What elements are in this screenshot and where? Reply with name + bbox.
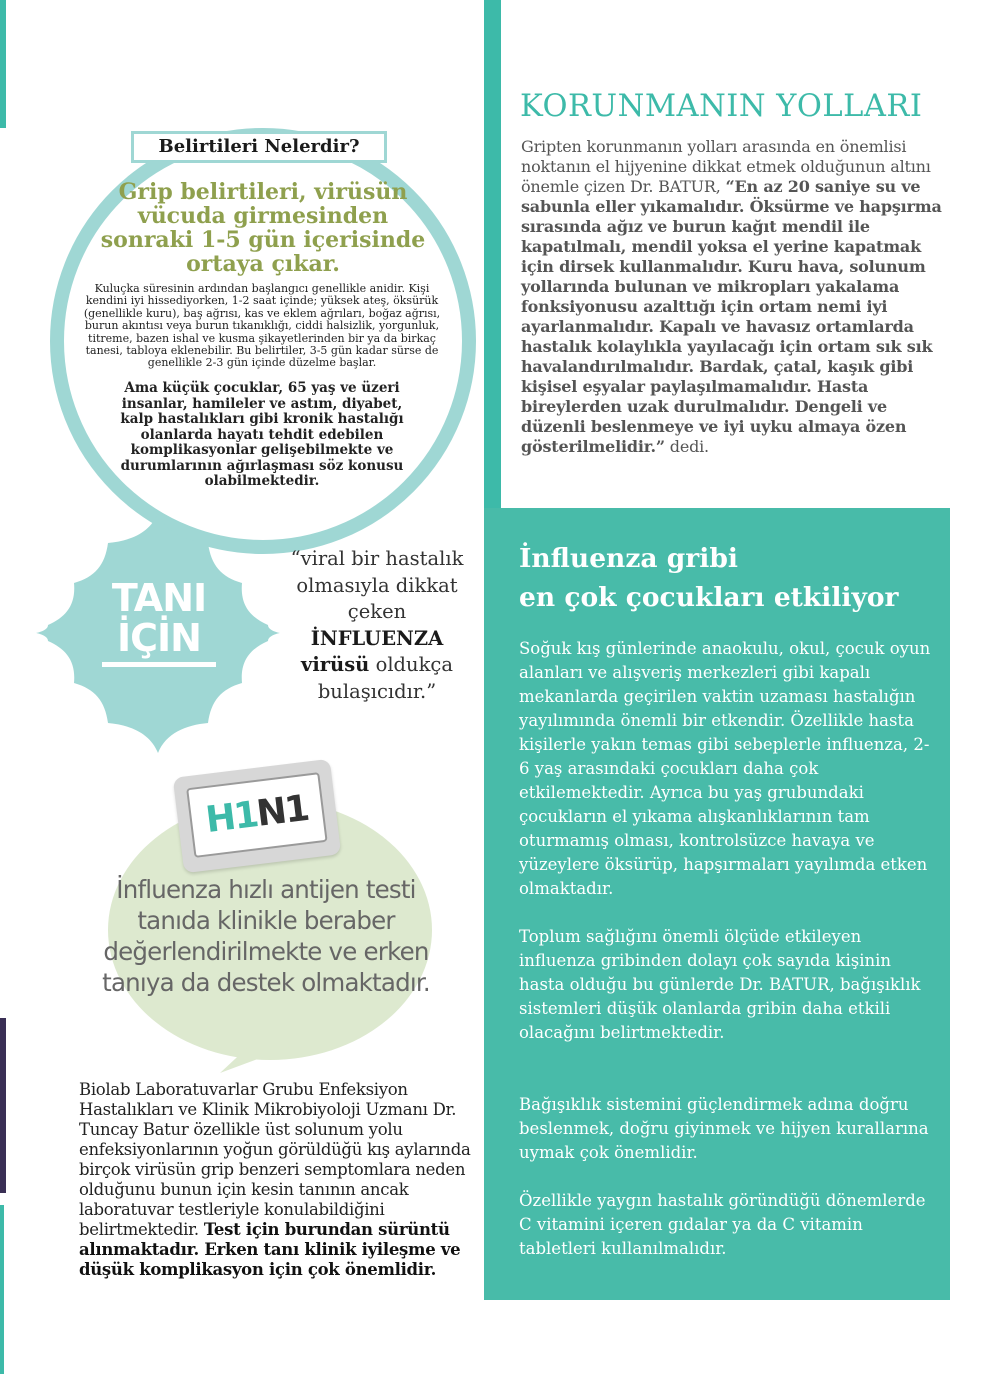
prevention-text xyxy=(521,137,949,457)
diagnosis-badge-label xyxy=(102,578,216,658)
influenza-title xyxy=(519,539,939,617)
badge-line-2: İÇİN xyxy=(117,616,201,660)
influenza-paragraph-4: Özellikle yaygın hastalık göründüğü dönemlerde C vitamini içeren gıdalar ya da C vitamin tabletleri kullanılmalıdır. xyxy=(519,1191,926,1258)
symptoms-headline: Grip belirtileri, virüsün vücuda girmesinden sonraki 1-5 gün içerisinde ortaya çıkar. xyxy=(100,179,426,277)
left-edge-stripe-top xyxy=(0,0,6,128)
left-edge-stripe-bottom xyxy=(0,1205,4,1374)
expert-statement xyxy=(79,1080,474,1280)
h1n1-tag xyxy=(173,759,342,874)
prevention-outro: dedi. xyxy=(669,437,709,456)
prevention-quote: “En az 20 saniye su ve sabunla eller yıkamalıdır. Öksürme ve hapşırma sırasında ağız ve burun kağıt mendil ile kapatılmalı, mendil yoksa el yerine kapatmak için dirsek kullanmalıdır. Kuru hava, solunum yollarında bulunan ve mikropları yakalama fonksiyonusu azalttığı için ortam nemi iyi ayarlanmalıdır. Kapalı ve havasız ortamlarda hastalık kolaylıkla yayılacağı için ortam sık sık havalandırılmalıdır. Bardak, çatal, kaşık gibi kişisel eşyalar paylaşılmamalıdır. Hasta bireylerden uzak durulmalıdır. Dengeli ve düzenli beslenmeye ve iyi uyku almaya özen gösterilmelidir.” xyxy=(521,177,942,456)
left-edge-stripe-middle xyxy=(0,1018,6,1193)
prevention-intro: Gripten korunmanın yolları arasında en önemlisi noktanın el hijyenine dikkat etmek olduğunun altını önemle çizen Dr. BATUR, xyxy=(521,137,931,196)
symptoms-risk-text: Ama küçük çocuklar, 65 yaş ve üzeri insanlar, hamileler ve astım, diyabet, kalp hastalıkları gibi kronik hastalığı olanlarda hayatı tehdit edebilen komplikasyonlar gelişebilmekte ve durumlarının ağırlaşması söz konusu olabilmektedir. xyxy=(120,380,404,489)
influenza-children-panel xyxy=(484,508,950,1300)
badge-line-1: TANI xyxy=(111,576,207,620)
expert-statement-normal: Biolab Laboratuvarlar Grubu Enfeksiyon Hastalıkları ve Klinik Mikrobiyoloji Uzmanı Dr. Tuncay Batur özellikle üst solunum yolu enfeksiyonlarının yoğun görüldüğü kış aylarında birçok virüsün grip benzeri semptomlara neden olduğunu bunun için kesin tanının ancak laboratuvar testleriyle konulabildiğini belirtmektedir. xyxy=(79,1080,471,1239)
influenza-paragraph-1: Soğuk kış günlerinde anaokulu, okul, çocuk oyun alanları ve alışveriş merkezleri gibi kapalı mekanlarda geçirilen vaktin uzaması hastalığın yayılımında önemli bir etkendir. Özellikle hasta kişilerle yakın temas gibi sebeplerle influenza, 2-6 yaş arasındaki çocukları daha çok etkilemektedir. Ayrıca bu yaş grubundaki çocukların el yıkama alışkanlıklarının tam oturmamış olması, kontrolsüzce havaya ve yüzeylere öksürüp, hapşırmaları yayılımda etken olmaktadır. xyxy=(519,639,931,898)
h1n1-tag-n1: N1 xyxy=(254,787,311,835)
symptoms-body: Kuluçka süresinin ardından başlangıcı genellikle anidir. Kişi kendini iyi hissediyorken, 1-2 saat içinde; yüksek ateş, öksürük (genellikle kuru), baş ağrısı, kas ve eklem ağrıları, boğaz ağrısı, burun akıntısı veya burun tıkanıklığı, ciddi halsizlik, yorgunluk, titreme, bazen ishal ve kusma şikayetlerinden bir ya da birkaç tanesi, tabloya eklenebilir. Bu belirtiler, 3-5 gün kadar sürse de genellikle 2-3 gün içinde düzelme başlar. xyxy=(83,282,441,370)
symptoms-box-title: Belirtileri Nelerdir? xyxy=(131,131,387,163)
expert-statement-bold: Test için burundan sürüntü alınmaktadır. Erken tanı klinik iyileşme ve düşük komplikasyon için çok önemlidir. xyxy=(79,1220,461,1279)
influenza-paragraph-3: Bağışıklık sistemini güçlendirmek adına doğru beslenmek, doğru giyinmek ve hijyen kurallarına uymak çok önemlidir. xyxy=(519,1095,929,1162)
h1n1-tag-label xyxy=(186,772,328,858)
quote-part-1: “viral bir hastalık olmasıyla dikkat çeken xyxy=(290,547,464,623)
quote-part-2: oldukça bulaşıcıdır.” xyxy=(317,653,453,703)
pull-quote xyxy=(280,546,474,705)
h1n1-tag-h1: H1 xyxy=(203,794,260,842)
prevention-title: KORUNMANIN YOLLARI xyxy=(520,89,923,124)
quote-bold: İNFLUENZA virüsü xyxy=(301,626,444,676)
badge-underline xyxy=(102,662,216,667)
influenza-title-line-2: en çok çocukları etkiliyor xyxy=(519,582,899,613)
antigen-test-text: İnfluenza hızlı antijen testi tanıda klinikle beraber değerlendirilmekte ve erken tanıya da destek olmaktadır. xyxy=(102,875,430,997)
influenza-paragraph-2: Toplum sağlığını önemli ölçüde etkileyen influenza gribinden dolayı çok sayıda kişinin hasta olduğu bu günlerde Dr. BATUR, bağışıklık sistemleri düşük olanlarda gribin daha etkili olacağını belirtmektedir. xyxy=(519,927,921,1042)
vertical-divider-bar xyxy=(484,0,501,508)
influenza-title-line-1: İnfluenza gribi xyxy=(519,543,738,574)
